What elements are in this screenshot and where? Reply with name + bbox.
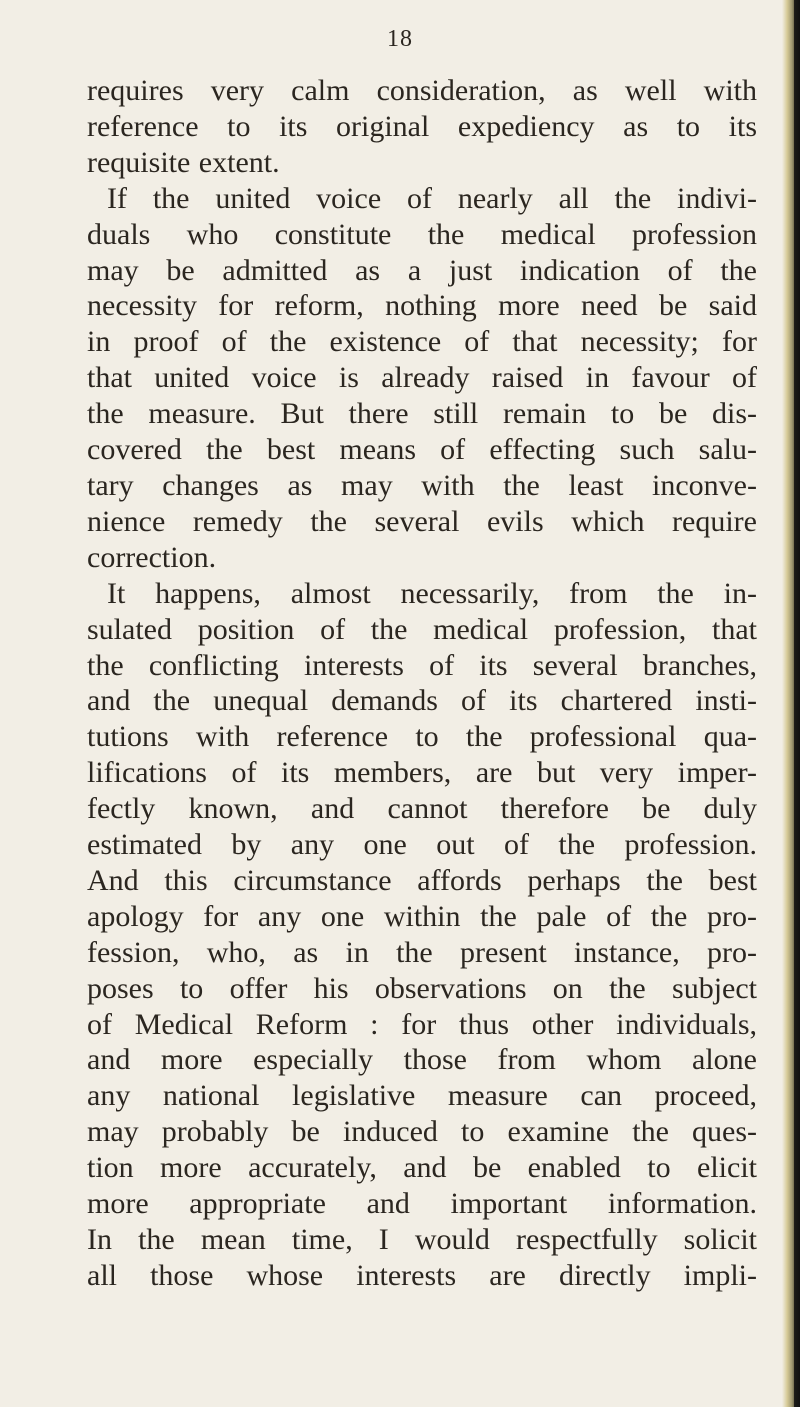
body-text xyxy=(87,73,757,1294)
text-line: and more especially those from whom alone xyxy=(87,1043,757,1077)
text-line: requisite extent. xyxy=(87,145,280,179)
text-line: reference to its original expediency as to its xyxy=(87,109,757,143)
text-line: duals who constitute the medical profession xyxy=(87,217,757,251)
text-line: fectly known, and cannot therefore be duly xyxy=(87,792,757,826)
text-line: In the mean time, I would respectfully solicit xyxy=(87,1223,757,1256)
text-line: tutions with reference to the professional qua- xyxy=(87,720,757,754)
text-line: necessity for reform, nothing more need be said xyxy=(87,289,757,323)
text-line: may be admitted as a just indication of the xyxy=(87,253,757,287)
text-line: tion more accurately, and be enabled to elicit xyxy=(87,1151,757,1185)
text-line: fession, who, as in the present instance, pro- xyxy=(87,935,757,969)
page-edge-spine xyxy=(794,0,800,1407)
text-line: and the unequal demands of its chartered insti- xyxy=(87,684,757,718)
text-line: covered the best means of effecting such salu- xyxy=(87,433,757,467)
text-line: It happens, almost necessarily, from the in- xyxy=(107,576,757,610)
text-line: the conflicting interests of its several branches, xyxy=(87,648,757,682)
text-line: lifications of its members, are but very imper- xyxy=(87,756,757,790)
text-line: poses to offer his observations on the subject xyxy=(87,971,757,1005)
text-line: any national legislative measure can proceed, xyxy=(87,1079,757,1113)
text-line: more appropriate and important information. xyxy=(87,1187,757,1221)
page-number: 18 xyxy=(387,26,413,52)
text-line: the measure. But there still remain to be dis- xyxy=(87,397,757,431)
text-line: And this circumstance affords perhaps the best xyxy=(87,863,757,897)
text-line: apology for any one within the pale of the pro- xyxy=(87,899,757,933)
text-line: nience remedy the several evils which require xyxy=(87,504,757,538)
text-line: tary changes as may with the least inconve- xyxy=(87,468,757,502)
text-line: of Medical Reform : for thus other individuals, xyxy=(87,1007,757,1041)
text-line: If the united voice of nearly all the indivi- xyxy=(107,181,757,215)
text-line: all those whose interests are directly impli- xyxy=(87,1258,757,1292)
text-line: sulated position of the medical profession, that xyxy=(87,612,757,646)
text-line: requires very calm consideration, as well with xyxy=(87,74,757,107)
text-line: in proof of the existence of that necessity; for xyxy=(87,325,757,359)
text-line: correction. xyxy=(87,540,217,574)
text-line: estimated by any one out of the profession. xyxy=(87,828,757,862)
text-line: that united voice is already raised in favour of xyxy=(87,361,757,395)
text-line: may probably be induced to examine the ques- xyxy=(87,1115,757,1149)
